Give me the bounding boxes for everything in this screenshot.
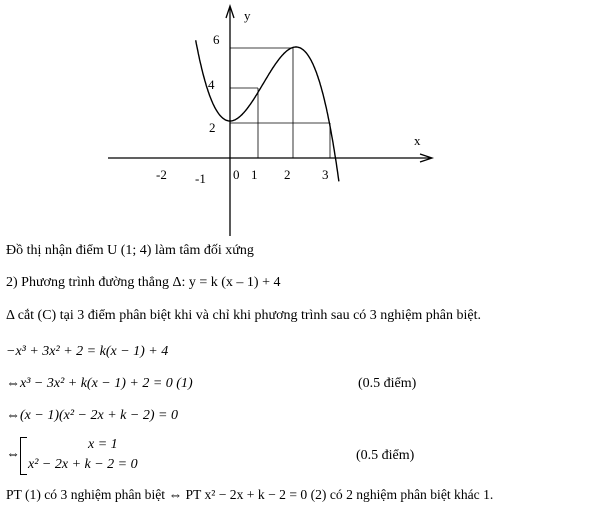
y-tick-label: 6: [213, 32, 220, 47]
axis-x-label: x: [414, 133, 421, 148]
system-eq-1: x = 1: [88, 437, 118, 452]
x-tick-label: 1: [251, 167, 258, 182]
factored-equation: ⇔(x − 1)(x² − 2x + k − 2) = 0: [6, 408, 178, 423]
conclusion-statement: PT (1) có 3 nghiệm phân biệt ⇔ PT x² − 2x + k − 2 = 0 (2) có 2 nghiệm phân biệt khác 1.: [6, 487, 494, 502]
x-tick-label: 0: [233, 167, 240, 182]
equation-intersection: −x³ + 3x² + 2 = k(x − 1) + 4: [6, 344, 169, 359]
axis-y-label: y: [244, 8, 251, 23]
cubic-curve: [196, 40, 339, 181]
score-note: (0.5 điểm): [356, 448, 415, 463]
y-tick-label: 2: [209, 120, 216, 135]
system-bracket: [20, 437, 27, 475]
x-tick-label: 3: [322, 167, 329, 182]
intersection-condition: Δ cắt (C) tại 3 điểm phân biệt khi và chỉ khi phương trình sau có 3 nghiệm phân biệt.: [6, 308, 482, 323]
x-tick-label: -2: [156, 167, 167, 182]
system-eq-2: x² − 2x + k − 2 = 0: [28, 457, 138, 472]
function-graph: [0, 0, 606, 240]
symmetry-statement: Đồ thị nhận điểm U (1; 4) làm tâm đối xứng: [6, 243, 254, 258]
y-tick-label: 4: [208, 77, 215, 92]
line-equation-statement: 2) Phương trình đường thẳng Δ: y = k (x – 1) + 4: [6, 275, 281, 290]
score-note: (0.5 điểm): [358, 376, 417, 391]
x-tick-label: -1: [195, 171, 206, 186]
x-tick-label: 2: [284, 167, 291, 182]
equivalence-arrow: ⇔: [6, 447, 20, 462]
equation-1: ⇔x³ − 3x² + k(x − 1) + 2 = 0 (1): [6, 376, 193, 391]
